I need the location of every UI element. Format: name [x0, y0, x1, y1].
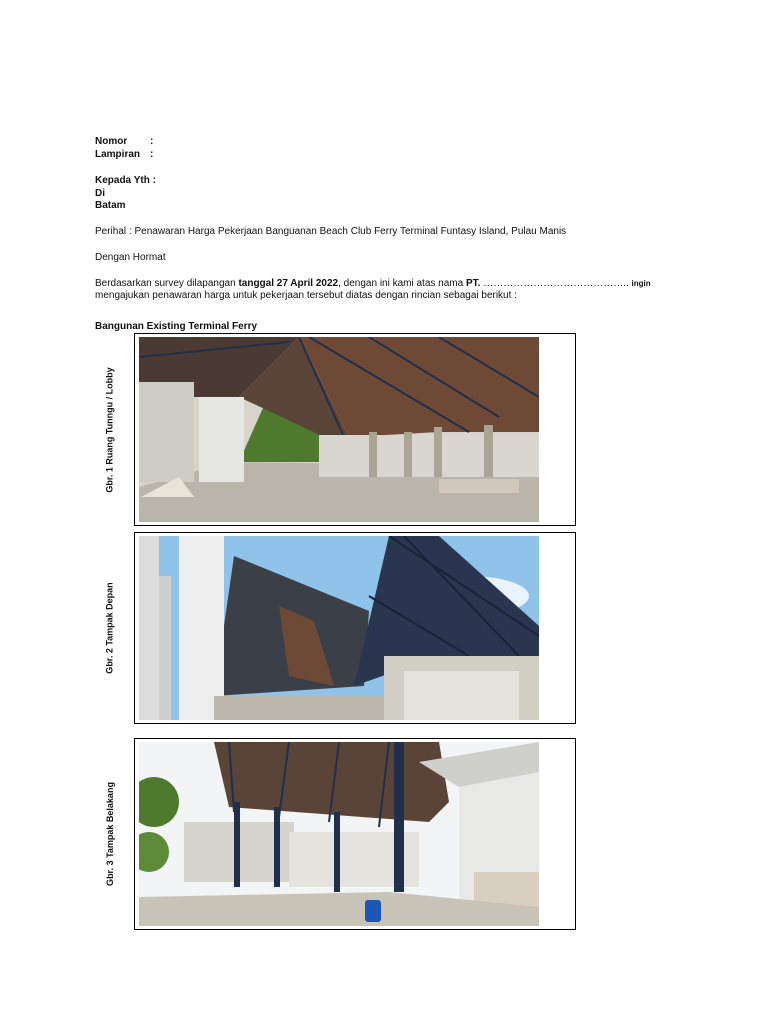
lampiran-line [95, 149, 153, 161]
figure-2 [134, 532, 576, 724]
figure-2-caption [100, 532, 120, 724]
rear-view-photo [139, 742, 539, 926]
nomor-colon: : [150, 136, 154, 147]
body-text-start: Berdasarkan survey dilapangan [95, 278, 239, 289]
body-paragraph-line2: mengajukan penawaran harga untuk pekerjaan tersebut diatas dengan rincian sebagai berikut : [95, 290, 517, 301]
body-paragraph-line1 [95, 278, 651, 290]
nomor-label: Nomor [95, 136, 128, 147]
company-prefix: PT. [465, 278, 481, 289]
company-placeholder: …………………………………….. [480, 278, 632, 289]
subject-line: Perihal : Penawaran Harga Pekerjaan Banguanan Beach Club Ferry Terminal Funtasy Island, Pulau Manis [95, 226, 567, 237]
figure-3-caption [100, 738, 120, 930]
figure-1-caption-text: Gbr. 1 Ruang Tunngu / Lobby [105, 366, 116, 493]
survey-date: tanggal 27 April 2022 [238, 278, 339, 289]
section-title: Bangunan Existing Terminal Ferry [95, 321, 258, 332]
lobby-photo [139, 337, 539, 522]
front-view-photo [139, 536, 539, 720]
figure-3 [134, 738, 576, 930]
lampiran-colon: : [150, 149, 154, 160]
body-text-middle: , dengan ini kami atas nama [338, 278, 466, 289]
recipient-line: Kepada Yth : [95, 175, 156, 186]
figure-1 [134, 333, 576, 526]
recipient-di: Di [95, 188, 105, 199]
body-ingin: ingin [631, 279, 651, 288]
figure-1-caption [100, 333, 120, 526]
figure-2-caption-text: Gbr. 2 Tampak Depan [105, 582, 115, 674]
salutation: Dengan Hormat [95, 252, 166, 263]
lampiran-label: Lampiran [95, 149, 141, 160]
recipient-city: Batam [95, 200, 126, 211]
nomor-line [95, 136, 153, 148]
figure-3-caption-text: Gbr. 3 Tampak Belakang [105, 782, 115, 886]
